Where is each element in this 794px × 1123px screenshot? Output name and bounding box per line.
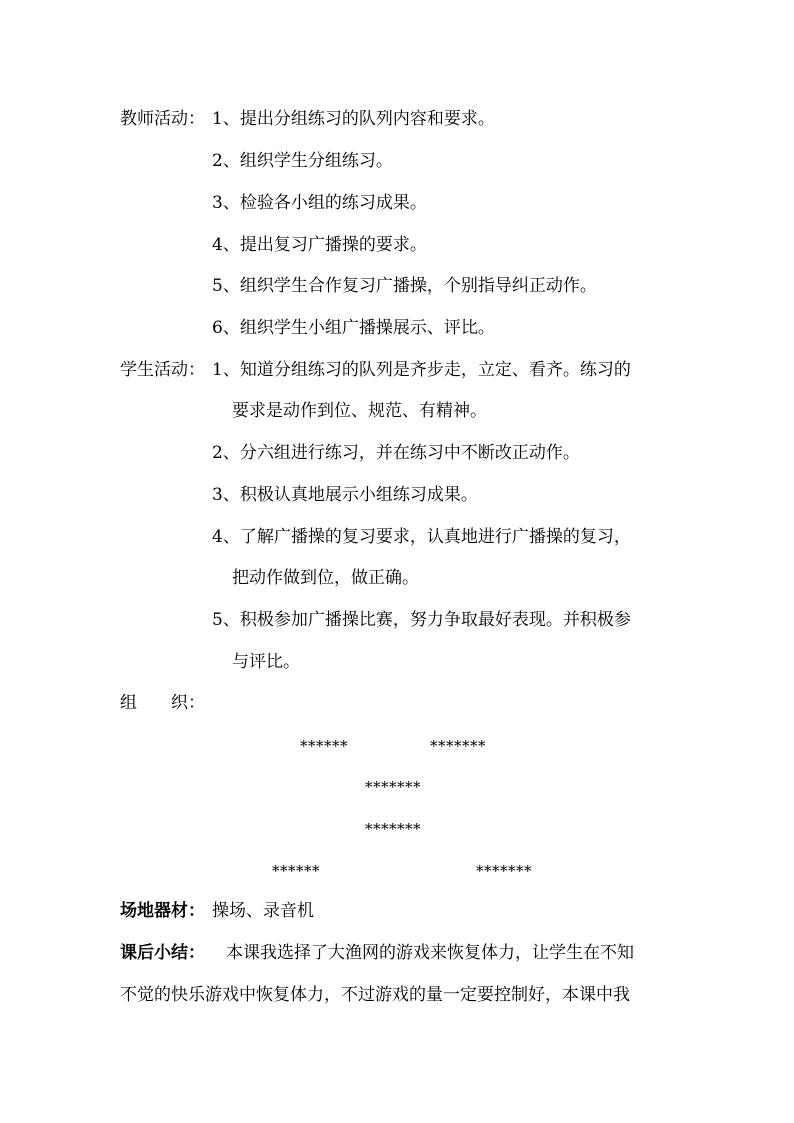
teacher-item-4: 4、提出复习广播操的要求。	[212, 235, 427, 255]
formation-row-4-left: ******	[272, 862, 320, 880]
student-item-5-cont: 与评比。	[232, 652, 300, 672]
summary-label: 课后小结：	[120, 943, 205, 963]
student-item-2: 2、分六组进行练习，并在练习中不断改正动作。	[212, 443, 580, 463]
teacher-item-1: 1、提出分组练习的队列内容和要求。	[212, 109, 495, 129]
teacher-activity-label: 教师活动：	[120, 109, 205, 129]
student-item-1-cont: 要求是动作到位、规范、有精神。	[232, 401, 487, 421]
formation-row-4-right: *******	[476, 862, 532, 880]
venue-label: 场地器材：	[120, 901, 205, 921]
formation-row-1-left: ******	[300, 737, 348, 755]
student-item-1: 1、知道分组练习的队列是齐步走，立定、看齐。练习的	[212, 360, 631, 380]
venue-value: 操场、录音机	[212, 901, 314, 921]
student-item-4: 4、了解广播操的复习要求，认真地进行广播操的复习，	[212, 527, 631, 547]
teacher-item-2: 2、组织学生分组练习。	[212, 151, 393, 171]
student-item-3: 3、积极认真地展示小组练习成果。	[212, 485, 478, 505]
teacher-item-3: 3、检验各小组的练习成果。	[212, 193, 427, 213]
summary-line-2: 不觉的快乐游戏中恢复体力，不过游戏的量一定要控制好，本课中我	[120, 985, 630, 1005]
formation-row-3: *******	[365, 820, 421, 838]
summary-line-1: 本课我选择了大渔网的游戏来恢复体力，让学生在不知	[226, 943, 634, 963]
formation-row-2: *******	[365, 778, 421, 796]
formation-row-1-right: *******	[430, 737, 486, 755]
teacher-item-6: 6、组织学生小组广播操展示、评比。	[212, 318, 495, 338]
teacher-item-5: 5、组织学生合作复习广播操，个别指导纠正动作。	[212, 276, 597, 296]
student-activity-label: 学生活动：	[120, 360, 205, 380]
organization-label: 组 织：	[120, 693, 205, 713]
student-item-5: 5、积极参加广播操比赛，努力争取最好表现。并积极参	[212, 610, 631, 630]
student-item-4-cont: 把动作做到位，做正确。	[232, 568, 419, 588]
